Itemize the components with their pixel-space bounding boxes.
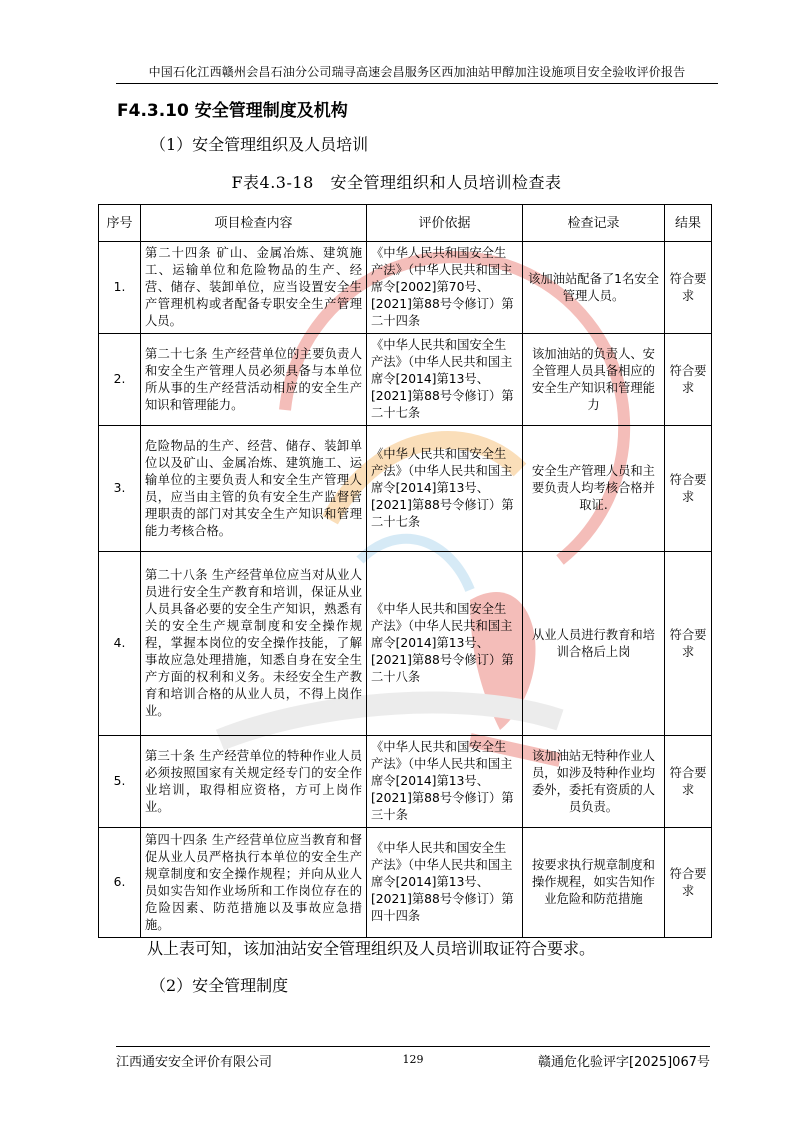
row-result: 符合要求 [665, 552, 712, 736]
table-row [99, 828, 712, 938]
table-caption-text: 安全管理组织和人员培训检查表 [330, 173, 562, 192]
table-caption [0, 170, 793, 193]
conclusion-text: 从上表可知，该加油站安全管理组织及人员培训取证符合要求。 [147, 939, 596, 958]
row-no: 5. [99, 736, 141, 828]
row-basis: 《中华人民共和国安全生产法》（中华人民共和国主席令[2014]第13号、[2021]第88号令修订）第四十四条 [367, 828, 523, 938]
row-result: 符合要求 [665, 828, 712, 938]
section-title: F4.3.10 安全管理制度及机构 [117, 101, 348, 121]
row-no: 2. [99, 334, 141, 426]
row-result: 符合要求 [665, 426, 712, 552]
row-item: 第四十四条 生产经营单位应当教育和督促从业人员严格执行本单位的安全生产规章制度和安全操作规程；并向从业人员如实告知作业场所和工作岗位存在的危险因素、防范措施以及事故应急措施。 [141, 828, 367, 938]
row-basis: 《中华人民共和国安全生产法》（中华人民共和国主席令[2014]第13号、[2021]第88号令修订）第二十七条 [367, 334, 523, 426]
subsection-title-2: （2）安全管理制度 [150, 976, 289, 995]
row-result: 符合要求 [665, 242, 712, 334]
row-item: 第二十七条 生产经营单位的主要负责人和安全生产管理人员必须具备与本单位所从事的生产经营活动相应的安全生产知识和管理能力。 [141, 334, 367, 426]
row-result: 符合要求 [665, 334, 712, 426]
row-item: 第二十四条 矿山、金属冶炼、建筑施工、运输单位和危险物品的生产、经营、储存、装卸单位，应当设置安全生产管理机构或者配备专职安全生产管理人员。 [141, 242, 367, 334]
table-header-row [99, 205, 712, 242]
table-row [99, 242, 712, 334]
header-item: 项目检查内容 [141, 205, 367, 242]
footer-page-number: 129 [402, 1053, 424, 1066]
header-basis: 评价依据 [367, 205, 523, 242]
row-record: 该加油站无特种作业人员，如涉及特种作业均委外，委托有资质的人员负责。 [523, 736, 665, 828]
subsection-title-1: （1）安全管理组织及人员培训 [150, 135, 369, 154]
row-no: 6. [99, 828, 141, 938]
row-record: 按要求执行规章制度和操作规程，如实告知作业危险和防范措施 [523, 828, 665, 938]
row-item: 第三十条 生产经营单位的特种作业人员必须按照国家有关规定经专门的安全作业培训，取得相应资格，方可上岗作业。 [141, 736, 367, 828]
table-row [99, 426, 712, 552]
table-caption-number: F表4.3-18 [231, 173, 314, 192]
row-record: 安全生产管理人员和主要负责人均考核合格并取证. [523, 426, 665, 552]
footer-doc-number: 赣通危化验评字[2025]067号 [537, 1055, 710, 1070]
page-header: 中国石化江西赣州会昌石油分公司瑞寻高速会昌服务区西加油站甲醇加注设施项目安全验收评价报告 [116, 63, 718, 84]
table-row [99, 552, 712, 736]
row-result: 符合要求 [665, 736, 712, 828]
row-no: 4. [99, 552, 141, 736]
check-table [98, 204, 712, 938]
page-footer [116, 1046, 710, 1070]
header-result: 结果 [665, 205, 712, 242]
table-row [99, 736, 712, 828]
row-item: 第二十八条 生产经营单位应当对从业人员进行安全生产教育和培训，保证从业人员具备必要的安全生产知识，熟悉有关的安全生产规章制度和安全操作规程，掌握本岗位的安全操作技能，了解事故应急处理措施，知悉自身在安全生产方面的权利和义务。未经安全生产教育和培训合格的从业人员，不得上岗作业。 [141, 552, 367, 736]
row-no: 1. [99, 242, 141, 334]
row-item: 危险物品的生产、经营、储存、装卸单位以及矿山、金属冶炼、建筑施工、运输单位的主要负责人和安全生产管理人员，应当由主管的负有安全生产监督管理职责的部门对其安全生产知识和管理能力考核合格。 [141, 426, 367, 552]
row-record: 该加油站的负责人、安全管理人员具备相应的安全生产知识和管理能力 [523, 334, 665, 426]
row-basis: 《中华人民共和国安全生产法》（中华人民共和国主席令[2002]第70号、[2021]第88号令修订）第二十四条 [367, 242, 523, 334]
table-row [99, 334, 712, 426]
header-no: 序号 [99, 205, 141, 242]
row-basis: 《中华人民共和国安全生产法》（中华人民共和国主席令[2014]第13号、[2021]第88号令修订）第二十八条 [367, 552, 523, 736]
row-record: 从业人员进行教育和培训合格后上岗 [523, 552, 665, 736]
footer-company: 江西通安安全评价有限公司 [116, 1055, 273, 1070]
row-basis: 《中华人民共和国安全生产法》（中华人民共和国主席令[2014]第13号、[2021]第88号令修订）第二十七条 [367, 426, 523, 552]
header-record: 检查记录 [523, 205, 665, 242]
row-record: 该加油站配备了1名安全管理人员。 [523, 242, 665, 334]
row-no: 3. [99, 426, 141, 552]
row-basis: 《中华人民共和国安全生产法》（中华人民共和国主席令[2014]第13号、[2021]第88号令修订）第三十条 [367, 736, 523, 828]
